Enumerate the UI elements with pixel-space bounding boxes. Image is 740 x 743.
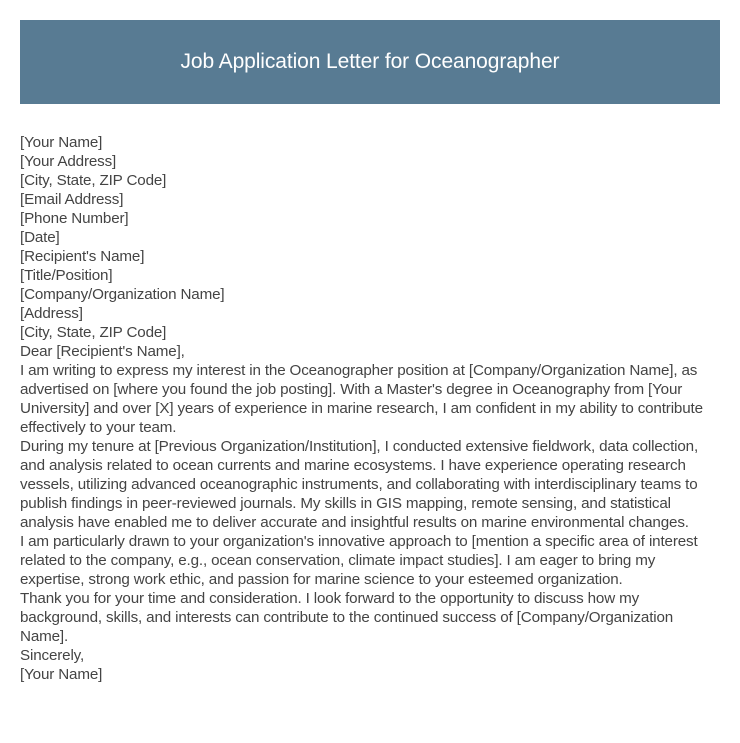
paragraph-interest: I am particularly drawn to your organization's innovative approach to [mention a specific area of interest related to the company, e.g., ocean conservation, climate impact studies]. I am eager to bring my expertise, strong work ethic, and passion for marine science to your esteemed organization. xyxy=(20,533,698,588)
sender-address: [Your Address] xyxy=(20,153,117,170)
salutation: Dear [Recipient's Name], xyxy=(20,343,185,360)
closing: Sincerely, xyxy=(20,647,85,664)
recipient-title: [Title/Position] xyxy=(20,267,113,284)
page-title: Job Application Letter for Oceanographer xyxy=(180,50,560,73)
letter-body xyxy=(20,133,720,684)
letter-date: [Date] xyxy=(20,229,60,246)
sender-email: [Email Address] xyxy=(20,191,124,208)
recipient-address: [Address] xyxy=(20,305,83,322)
paragraph-experience: During my tenure at [Previous Organization/Institution], I conducted extensive fieldwork, data collection, and analysis related to ocean currents and marine ecosystems. I have experience operating research vessels, utilizing advanced oceanographic instruments, and collaborating with interdisciplinary teams to publish findings in peer-reviewed journals. My skills in GIS mapping, remote sensing, and statistical analysis have enabled me to deliver accurate and insightful results on marine environmental changes. xyxy=(20,438,699,531)
recipient-company: [Company/Organization Name] xyxy=(20,286,225,303)
recipient-name: [Recipient's Name] xyxy=(20,248,145,265)
sender-phone: [Phone Number] xyxy=(20,210,129,227)
sender-name: [Your Name] xyxy=(20,134,103,151)
recipient-city-state-zip: [City, State, ZIP Code] xyxy=(20,324,167,341)
paragraph-intro: I am writing to express my interest in the Oceanographer position at [Company/Organization Name], as advertised on [where you found the job posting]. With a Master's degree in Oceanography from [Your University] and over [X] years of experience in marine research, I am confident in my ability to contribute effectively to your team. xyxy=(20,362,703,436)
letter-header xyxy=(20,20,720,104)
sender-city-state-zip: [City, State, ZIP Code] xyxy=(20,172,167,189)
paragraph-thanks: Thank you for your time and consideration. I look forward to the opportunity to discuss how my background, skills, and interests can contribute to the continued success of [Company/Organization Name]. xyxy=(20,590,674,645)
signature: [Your Name] xyxy=(20,666,103,683)
